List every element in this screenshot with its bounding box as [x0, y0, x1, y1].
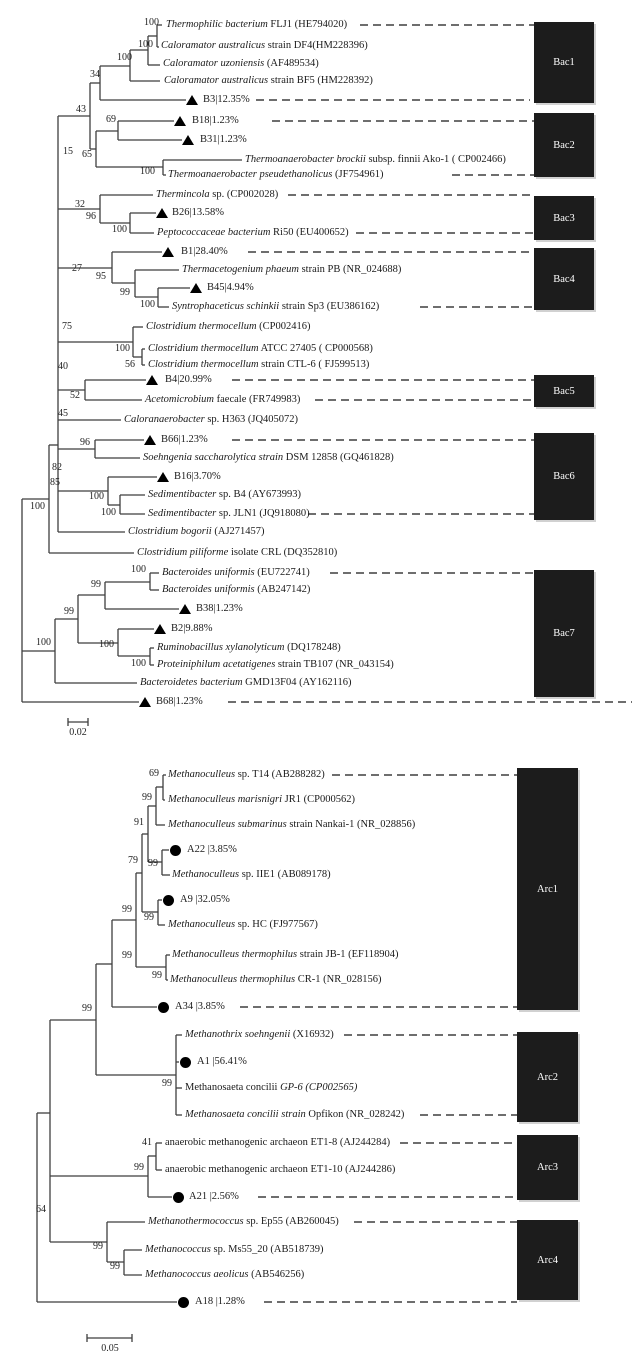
taxon-label-text: Ri50 (EU400652) — [270, 227, 349, 238]
taxon-label — [200, 133, 247, 146]
bootstrap-value: 100 — [99, 639, 114, 650]
taxon-label — [148, 1215, 339, 1228]
taxon-label-text: sp. B4 (AY673993) — [216, 489, 302, 500]
taxon-label — [148, 358, 369, 371]
taxon-label — [196, 602, 243, 615]
clade-box-Arc1: Arc1 — [517, 768, 578, 1010]
taxon-label-text: Methanoculleus submarinus — [168, 819, 287, 830]
taxon-label — [182, 263, 401, 276]
taxon-label-text: sp. JLN1 (JQ918080) — [216, 508, 310, 519]
taxon-label-text: (EU722741) — [254, 567, 310, 578]
taxon-label-text: Thermoanaerobacter pseudethanolicus — [168, 169, 333, 180]
bootstrap-value: 96 — [80, 437, 90, 448]
taxon-label-text: Thermincola — [156, 189, 210, 200]
taxon-label-text: Sedimentibacter — [148, 489, 217, 500]
clade-box-Bac3: Bac3 — [534, 196, 594, 240]
taxon-label-text: strain Nankai-1 (NR_028856) — [286, 819, 416, 830]
taxon-label — [145, 393, 300, 406]
taxon-label — [157, 658, 394, 671]
bootstrap-value: 91 — [134, 817, 144, 828]
bootstrap-value: 100 — [131, 658, 146, 669]
taxon-label-text: (X16932) — [290, 1029, 334, 1040]
taxon-label-text: Methanosaeta concilii strain — [185, 1109, 306, 1120]
taxon-label — [148, 342, 373, 355]
taxon-label-text: GP-6 (CP002565) — [280, 1082, 358, 1093]
taxon-label — [171, 622, 212, 635]
taxon-label-text: (CP002416) — [256, 321, 311, 332]
taxon-label-text: sp. H363 (JQ405072) — [204, 414, 299, 425]
bin-marker-circle-icon — [180, 1057, 191, 1068]
taxon-label-text: B66|1.23% — [161, 434, 208, 445]
taxon-label-text: A22 |3.85% — [187, 844, 237, 855]
taxon-label — [170, 973, 381, 986]
taxon-label — [245, 153, 506, 166]
taxon-label-text: Clostridium piliforme — [137, 547, 229, 558]
taxon-label — [161, 39, 368, 52]
taxon-label-text: JR1 (CP000562) — [282, 794, 355, 805]
bootstrap-value: 100 — [101, 507, 116, 518]
taxon-label-text: strain TB107 (NR_043154) — [275, 659, 394, 670]
taxon-label — [185, 1028, 334, 1041]
bootstrap-value: 100 — [140, 166, 155, 177]
taxon-label — [168, 918, 318, 931]
bootstrap-value: 100 — [36, 637, 51, 648]
bootstrap-value: 99 — [152, 970, 162, 981]
bootstrap-value: 96 — [86, 211, 96, 222]
taxon-label — [143, 451, 394, 464]
taxon-label — [124, 413, 298, 426]
taxon-label-text: Acetomicrobium — [145, 394, 215, 405]
taxon-label-text: Clostridium thermocellum — [148, 343, 259, 354]
taxon-label-text: B18|1.23% — [192, 115, 239, 126]
bootstrap-value: 99 — [64, 606, 74, 617]
taxon-label-text: (AF489534) — [264, 58, 319, 69]
taxon-label-text: A9 |32.05% — [180, 894, 230, 905]
bin-marker-circle-icon — [173, 1192, 184, 1203]
bootstrap-value: 99 — [162, 1078, 172, 1089]
bootstrap-value: 95 — [96, 271, 106, 282]
bootstrap-value: 100 — [144, 17, 159, 28]
taxon-label — [137, 546, 337, 559]
bin-marker-circle-icon — [178, 1297, 189, 1308]
taxon-label-text: CR-1 (NR_028156) — [295, 974, 382, 985]
bootstrap-value: 27 — [72, 263, 82, 274]
taxon-label-text: Thermacetogenium phaeum — [182, 264, 299, 275]
taxon-label-text: A34 |3.85% — [175, 1001, 225, 1012]
bin-marker-triangle-icon — [144, 435, 156, 445]
taxon-label — [146, 320, 311, 333]
taxon-label — [187, 843, 237, 856]
taxon-label — [168, 793, 355, 806]
taxon-label-text: B68|1.23% — [156, 696, 203, 707]
taxon-label — [180, 893, 230, 906]
taxon-label-text: (DQ178248) — [284, 642, 341, 653]
bootstrap-value: 99 — [144, 912, 154, 923]
taxon-label — [181, 245, 228, 258]
taxon-label-text: B16|3.70% — [174, 471, 221, 482]
bin-marker-triangle-icon — [156, 208, 168, 218]
taxon-label-text: Caloramator australicus — [164, 75, 269, 86]
taxon-label-text: (AB247142) — [254, 584, 311, 595]
bootstrap-value: 64 — [36, 1204, 46, 1215]
taxon-label — [157, 641, 341, 654]
taxon-label-text: Syntrophaceticus schinkii — [172, 301, 280, 312]
taxon-label — [162, 566, 310, 579]
taxon-label-text: Thermoanaerobacter brockii — [245, 154, 366, 165]
taxon-label — [164, 74, 373, 87]
taxon-label — [185, 1108, 404, 1121]
bootstrap-value: 100 — [138, 39, 153, 50]
clade-box-Bac2: Bac2 — [534, 113, 594, 177]
taxon-label-text: strain Sp3 (EU386162) — [279, 301, 380, 312]
taxon-label — [148, 507, 310, 520]
taxon-label-text: Methanoculleus thermophilus — [170, 974, 296, 985]
taxon-label-text: A1 |56.41% — [197, 1056, 247, 1067]
bootstrap-value: 99 — [91, 579, 101, 590]
bootstrap-value: 99 — [93, 1241, 103, 1252]
taxon-label-text: Caloramator uzoniensis — [163, 58, 265, 69]
taxon-label-text: Sedimentibacter — [148, 508, 217, 519]
taxon-label — [166, 18, 347, 31]
bin-marker-circle-icon — [163, 895, 174, 906]
taxon-label-text: Clostridium bogorii — [128, 526, 212, 537]
taxon-label-text: GMD13F04 (AY162116) — [242, 677, 352, 688]
bootstrap-value: 100 — [140, 299, 155, 310]
bootstrap-value: 99 — [120, 287, 130, 298]
taxon-label-text: B38|1.23% — [196, 603, 243, 614]
taxon-label-text: (AB546256) — [248, 1269, 305, 1280]
taxon-label — [207, 281, 254, 294]
taxon-label-text: Methanoculleus — [168, 919, 236, 930]
taxon-label-text: B2|9.88% — [171, 623, 213, 634]
bootstrap-value: 43 — [76, 104, 86, 115]
taxon-label-text: sp. (CP002028) — [209, 189, 279, 200]
bin-marker-triangle-icon — [190, 283, 202, 293]
bootstrap-value: 100 — [30, 501, 45, 512]
taxon-label-text: isolate CRL (DQ352810) — [228, 547, 338, 558]
taxon-label-text: strain DF4(HM228396) — [265, 40, 368, 51]
taxon-label-text: Caloranaerobacter — [124, 414, 205, 425]
taxon-label-text: Bacteroides uniformis — [162, 584, 255, 595]
taxon-label — [168, 168, 383, 181]
bootstrap-value: 52 — [70, 390, 80, 401]
taxon-label — [172, 206, 224, 219]
bootstrap-value: 45 — [58, 408, 68, 419]
taxon-label — [157, 226, 349, 239]
bootstrap-value: 99 — [122, 904, 132, 915]
taxon-label-text: sp. T14 (AB288282) — [235, 769, 325, 780]
bootstrap-value: 99 — [142, 792, 152, 803]
taxon-label — [163, 57, 319, 70]
bootstrap-value: 99 — [110, 1261, 120, 1272]
bootstrap-value: 99 — [134, 1162, 144, 1173]
taxon-label-text: subsp. finnii Ako-1 ( CP002466) — [365, 154, 506, 165]
taxon-label — [165, 373, 212, 386]
taxon-label — [175, 1000, 225, 1013]
taxon-label-text: strain JB-1 (EF118904) — [297, 949, 399, 960]
taxon-label-text: sp. Ep55 (AB260045) — [243, 1216, 339, 1227]
taxon-label — [174, 470, 221, 483]
taxon-label — [145, 1268, 304, 1281]
scale-bar-label: 0.05 — [101, 1343, 119, 1354]
taxon-label-text: sp. HC (FJ977567) — [235, 919, 318, 930]
taxon-label — [162, 583, 310, 596]
bootstrap-value: 65 — [82, 149, 92, 160]
bootstrap-value: 99 — [82, 1003, 92, 1014]
taxon-label-text: B26|13.58% — [172, 207, 224, 218]
taxon-label-text: Caloramator australicus — [161, 40, 266, 51]
bin-marker-triangle-icon — [157, 472, 169, 482]
taxon-label — [168, 818, 415, 831]
taxon-label-text: sp. IIE1 (AB089178) — [239, 869, 331, 880]
taxon-label-text: B31|1.23% — [200, 134, 247, 145]
bootstrap-value: 34 — [90, 69, 100, 80]
taxon-label-text: faecale (FR749983) — [214, 394, 301, 405]
taxon-label-text: Clostridium thermocellum — [148, 359, 259, 370]
taxon-label-text: Methanoculleus marisnigri — [168, 794, 283, 805]
bin-marker-triangle-icon — [146, 375, 158, 385]
bootstrap-value: 100 — [112, 224, 127, 235]
bin-marker-triangle-icon — [182, 135, 194, 145]
bootstrap-value: 41 — [142, 1137, 152, 1148]
bootstrap-value: 100 — [89, 491, 104, 502]
bootstrap-value: 40 — [58, 361, 68, 372]
taxon-label-text: anaerobic methanogenic archaeon ET1-8 (AJ244284) — [165, 1137, 391, 1148]
taxon-label — [172, 948, 399, 961]
taxon-label-text: Methanoculleus — [172, 869, 240, 880]
bootstrap-value: 69 — [106, 114, 116, 125]
bootstrap-value: 75 — [62, 321, 72, 332]
clade-box-Bac1: Bac1 — [534, 22, 594, 103]
taxon-label — [189, 1190, 239, 1203]
bin-marker-triangle-icon — [154, 624, 166, 634]
bin-marker-triangle-icon — [139, 697, 151, 707]
bootstrap-value: 99 — [122, 950, 132, 961]
bin-marker-triangle-icon — [179, 604, 191, 614]
taxon-label — [165, 1136, 390, 1149]
taxon-label-text: Ruminobacillus xylanolyticum — [157, 642, 285, 653]
scale-bar-label: 0.02 — [69, 727, 87, 738]
taxon-label — [172, 300, 379, 313]
taxon-label-text: strain CTL-6 ( FJ599513) — [258, 359, 370, 370]
taxon-label — [140, 676, 351, 689]
taxon-label-text: Peptococcaceae bacterium — [157, 227, 271, 238]
taxon-label-text: Bacteroidetes bacterium — [140, 677, 243, 688]
bootstrap-value: 32 — [75, 199, 85, 210]
clade-box-Bac6: Bac6 — [534, 433, 594, 520]
taxon-label — [156, 695, 203, 708]
bootstrap-value: 100 — [131, 564, 146, 575]
taxon-label-text: (AJ271457) — [211, 526, 265, 537]
taxon-label — [195, 1295, 245, 1308]
taxon-label-text: B1|28.40% — [181, 246, 228, 257]
taxon-label-text: anaerobic methanogenic archaeon ET1-10 (AJ244286) — [165, 1164, 396, 1175]
taxon-label-text: strain PB (NR_024688) — [298, 264, 402, 275]
taxon-label — [168, 768, 325, 781]
bin-marker-triangle-icon — [162, 247, 174, 257]
taxon-label — [161, 433, 208, 446]
taxon-label-text: Methanococcus aeolicus — [145, 1269, 249, 1280]
bootstrap-value: 79 — [128, 855, 138, 866]
taxon-label-text: B4|20.99% — [165, 374, 212, 385]
taxon-label — [148, 488, 301, 501]
bootstrap-value: 99 — [148, 858, 158, 869]
bootstrap-value: 56 — [125, 359, 135, 370]
taxon-label-text: Methanosaeta concilii — [185, 1082, 281, 1093]
bin-marker-triangle-icon — [174, 116, 186, 126]
taxon-label-text: Bacteroides uniformis — [162, 567, 255, 578]
taxon-label-text: DSM 12858 (GQ461828) — [283, 452, 394, 463]
taxon-label — [172, 868, 331, 881]
clade-box-Bac5: Bac5 — [534, 375, 594, 407]
bootstrap-value: 100 — [117, 52, 132, 63]
taxon-label-text: strain BF5 (HM228392) — [268, 75, 373, 86]
taxon-label-text: Methanococcus — [145, 1244, 211, 1255]
taxon-label — [192, 114, 239, 127]
taxon-label-text: Methanoculleus — [168, 769, 236, 780]
taxon-label-text: B45|4.94% — [207, 282, 254, 293]
taxon-label-text: (JF754961) — [332, 169, 384, 180]
clade-box-Arc2: Arc2 — [517, 1032, 578, 1122]
taxon-label-text: Methanothermococcus — [148, 1216, 244, 1227]
bootstrap-value: 100 — [115, 343, 130, 354]
taxon-label — [156, 188, 278, 201]
taxon-label-text: sp. Ms55_20 (AB518739) — [210, 1244, 324, 1255]
taxon-label-text: Proteiniphilum acetatigenes — [157, 659, 276, 670]
bin-marker-circle-icon — [158, 1002, 169, 1013]
clade-box-Bac4: Bac4 — [534, 248, 594, 310]
taxon-label — [197, 1055, 247, 1068]
clade-box-Bac7: Bac7 — [534, 570, 594, 697]
taxon-label-text: ATCC 27405 ( CP000568) — [258, 343, 373, 354]
bin-marker-triangle-icon — [186, 95, 198, 105]
taxon-label-text: Clostridium thermocellum — [146, 321, 257, 332]
taxon-label-text: Thermophilic bacterium — [166, 19, 268, 30]
taxon-label-text: Methanoculleus thermophilus — [172, 949, 298, 960]
taxon-label-text: Opfikon (NR_028242) — [305, 1109, 405, 1120]
bootstrap-value: 69 — [149, 768, 159, 779]
taxon-label-text: A18 |1.28% — [195, 1296, 245, 1307]
taxon-label — [145, 1243, 324, 1256]
taxon-label-text: FLJ1 (HE794020) — [267, 19, 348, 30]
clade-box-Arc4: Arc4 — [517, 1220, 578, 1300]
bootstrap-value: 85 — [50, 477, 60, 488]
taxon-label-text: Methanothrix soehngenii — [185, 1029, 291, 1040]
taxon-label — [128, 525, 265, 538]
bootstrap-value: 15 — [63, 146, 73, 157]
taxon-label — [165, 1163, 395, 1176]
taxon-label-text: A21 |2.56% — [189, 1191, 239, 1202]
taxon-label — [203, 93, 250, 106]
clade-box-Arc3: Arc3 — [517, 1135, 578, 1200]
bootstrap-value: 82 — [52, 462, 62, 473]
taxon-label — [185, 1081, 357, 1094]
taxon-label-text: B3|12.35% — [203, 94, 250, 105]
taxon-label-text: Soehngenia saccharolytica strain — [143, 452, 284, 463]
bin-marker-circle-icon — [170, 845, 181, 856]
